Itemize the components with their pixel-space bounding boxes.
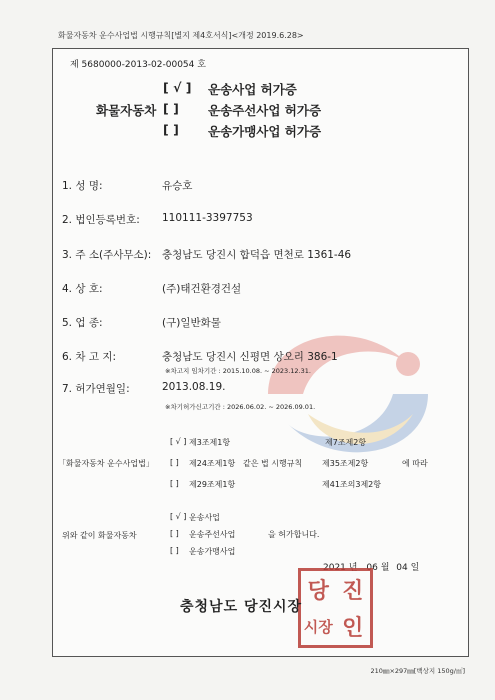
law-tail: 에 따라 <box>402 459 428 468</box>
title-line-1: 운송사업 허가증 <box>208 82 297 97</box>
stamp-char-2: 진 <box>342 579 364 604</box>
field-label-name: 1. 성 명: <box>62 180 103 192</box>
law-check-3: [ ] <box>170 479 179 488</box>
field-label-address: 3. 주 소(주사무소): <box>62 249 152 261</box>
field-value-garage: 충청남도 당진시 신평면 상오리 386-1 <box>162 351 338 363</box>
law-name: 「화물자동차 운수사업법」 <box>58 459 154 468</box>
form-header-note: 화물자동차 운수사업법 시행규칙[별지 제4호서식]<개정 2019.6.28> <box>58 31 304 40</box>
law-check-1: [ √ ] <box>170 437 187 446</box>
field-label-business-type: 5. 업 종: <box>62 317 103 329</box>
law-article-1: 제3조제1항 <box>189 438 231 447</box>
emblem-watermark <box>248 304 448 484</box>
issue-month-unit: 월 <box>380 563 390 573</box>
grant-lead: 위와 같이 화물자동차 <box>62 531 137 540</box>
grant-item-1: 운송사업 <box>189 513 220 522</box>
title-check-3: [ ] <box>163 122 179 137</box>
renewal-period-note: ※차기허가신고기간 : 2026.06.02. ~ 2026.09.01. <box>165 403 316 411</box>
field-value-business-type: (구)일반화물 <box>162 317 221 329</box>
law-middle: 같은 법 시행규칙 <box>243 459 303 468</box>
field-label-garage: 6. 차 고 지: <box>62 351 116 363</box>
issuer-name: 충청남도 당진시장 <box>180 599 303 615</box>
grant-check-2: [ ] <box>170 529 179 538</box>
title-prefix: 화물자동차 <box>96 103 157 118</box>
grant-item-3: 운송가맹사업 <box>189 547 236 556</box>
field-label-company: 4. 상 호: <box>62 283 103 295</box>
title-check-2: [ ] <box>163 101 179 116</box>
document-number: 제 5680000-2013-02-00054 호 <box>70 60 206 70</box>
issue-month: 06 <box>366 563 378 573</box>
field-label-corp-reg: 2. 법인등록번호: <box>62 214 140 226</box>
field-value-address: 충청남도 당진시 합덕읍 면천로 1361-46 <box>162 249 352 261</box>
field-value-company: (주)태건환경건설 <box>162 283 242 295</box>
grant-tail: 을 허가합니다. <box>268 530 320 539</box>
field-label-permit-date: 7. 허가연월일: <box>62 383 130 395</box>
official-seal-stamp <box>298 568 373 648</box>
law-article-2: 제24조제1항 <box>189 459 236 468</box>
issue-day: 04 <box>396 563 408 573</box>
stamp-char-4: 인 <box>342 616 364 641</box>
law-article-3: 제29조제1항 <box>189 480 236 489</box>
title-line-3: 운송가맹사업 허가증 <box>208 124 322 139</box>
field-value-corp-reg: 110111-3397753 <box>162 212 253 224</box>
grant-check-3: [ ] <box>170 546 179 555</box>
issue-year-unit: 년 <box>348 563 358 573</box>
garage-lease-note: ※차고지 임차기간 : 2015.10.08. ~ 2023.12.31. <box>165 367 311 375</box>
grant-item-2: 운송주선사업 <box>189 530 236 539</box>
paper-spec: 210㎜×297㎜[백상지 150g/㎡] <box>370 667 465 675</box>
title-line-2: 운송주선사업 허가증 <box>208 103 322 118</box>
law-rule-3: 제41조의3제2항 <box>322 480 381 489</box>
field-value-permit-date: 2013.08.19. <box>162 381 226 393</box>
law-rule-2: 제35조제2항 <box>322 459 369 468</box>
field-value-name: 유승호 <box>162 180 193 192</box>
stamp-char-3: 시장 <box>303 618 333 636</box>
stamp-char-1: 당 <box>307 579 329 604</box>
law-check-2: [ ] <box>170 458 179 467</box>
issue-day-unit: 일 <box>410 563 420 573</box>
issue-year: 2021 <box>323 563 346 573</box>
grant-check-1: [ √ ] <box>170 512 187 521</box>
title-check-1: [ √ ] <box>163 80 192 95</box>
law-rule-1: 제7조제2항 <box>325 438 367 447</box>
